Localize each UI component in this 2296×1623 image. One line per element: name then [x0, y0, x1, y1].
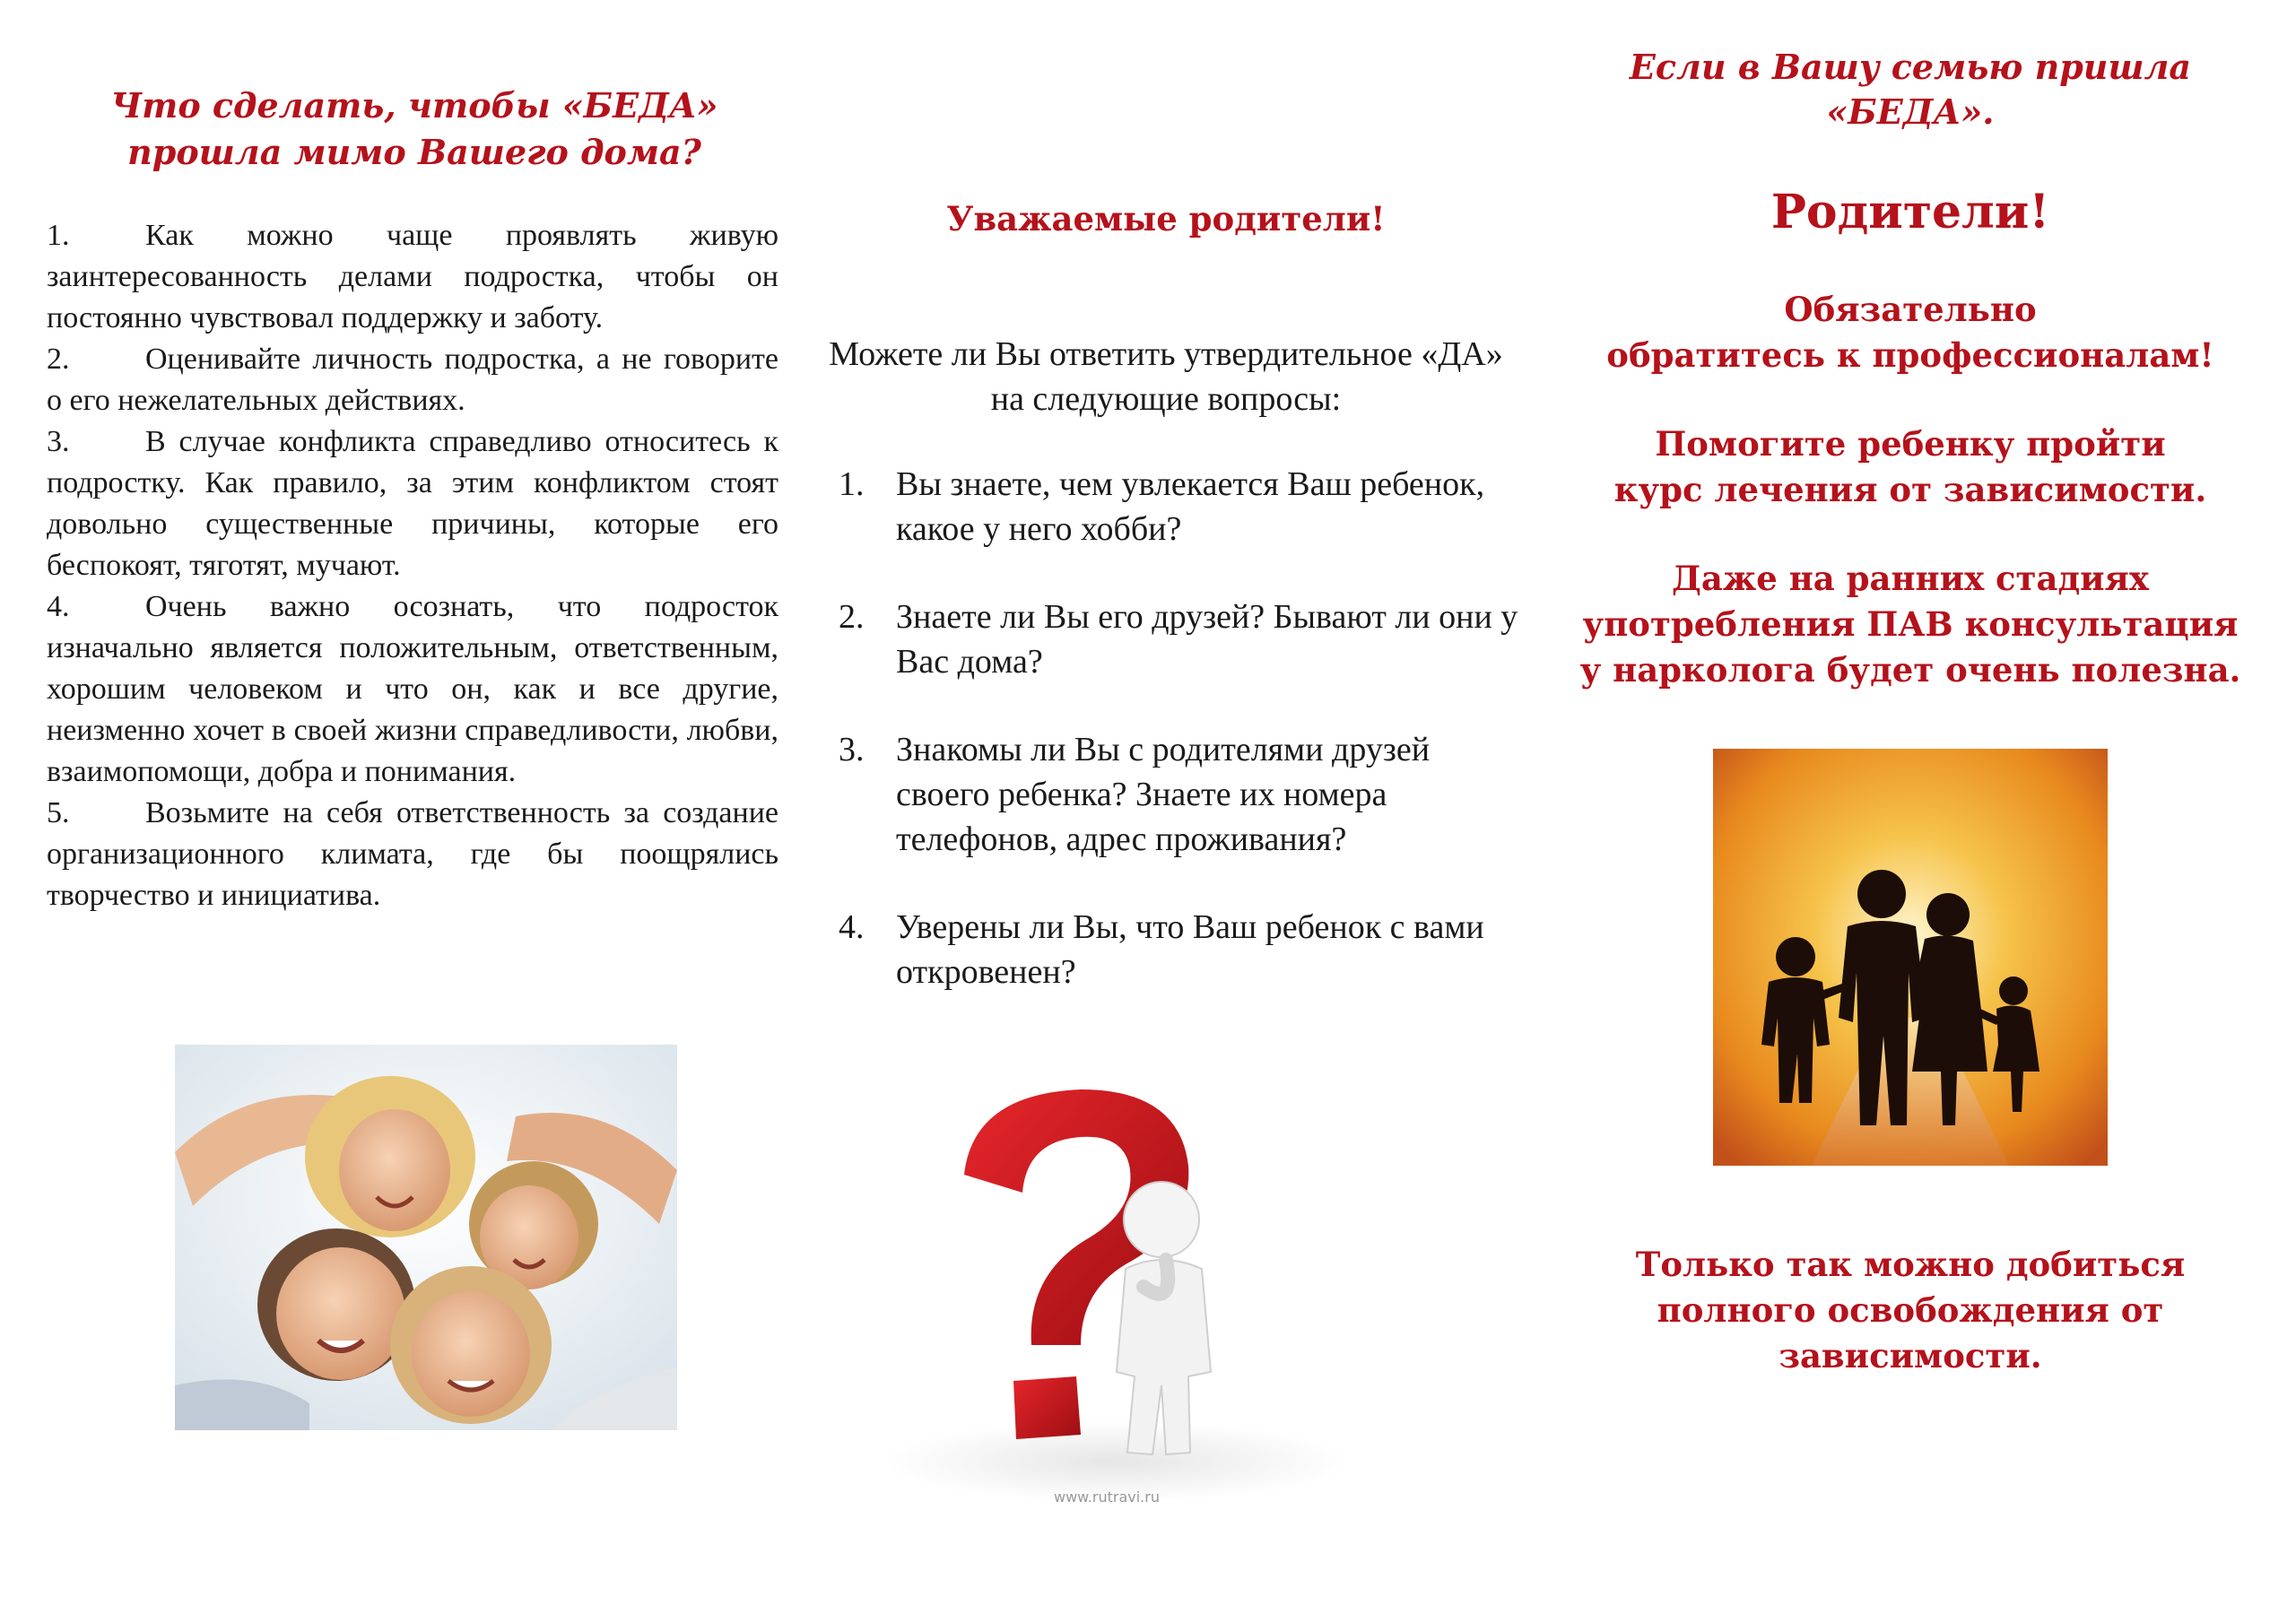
appeal-block-narcologist — [1543, 556, 2278, 693]
advice-item — [47, 215, 778, 339]
advice-number: 3. — [47, 425, 70, 458]
appeal-line: Обязательно — [1784, 290, 2037, 329]
middle-intro: Можете ли Вы ответить утвердительное «ДА» на следующие вопросы: — [829, 335, 1503, 418]
middle-title: Уважаемые родители! — [946, 199, 1386, 239]
advice-list — [47, 215, 778, 916]
family-photo — [175, 1045, 677, 1430]
question-item — [839, 462, 1520, 551]
family-silhouette-illustration — [1713, 749, 2108, 1166]
right-heading — [1543, 45, 2278, 135]
family-silhouette-image — [1713, 749, 2108, 1166]
closing-statement — [1543, 1242, 2278, 1379]
question-text: Знаете ли Вы его друзей? Бывают ли они у Вас дома? — [896, 598, 1518, 681]
left-column-title — [47, 82, 782, 176]
appeal-block-professionals — [1543, 287, 2278, 378]
question-mark-icon — [857, 1076, 1368, 1520]
question-item — [839, 595, 1520, 684]
right-heading-line-2: «БЕДА». — [1826, 91, 1995, 132]
question-text: Вы знаете, чем увлекается Ваш ребенок, какое у него хобби? — [896, 465, 1485, 548]
right-heading-line-1: Если в Вашу семью пришла — [1629, 47, 2192, 87]
closing-line: полного освобождения от — [1657, 1290, 2164, 1330]
advice-item — [47, 421, 778, 586]
appeal-line: Даже на ранних стадиях — [1672, 559, 2149, 598]
advice-item — [47, 339, 778, 421]
advice-number: 2. — [47, 343, 70, 376]
appeal-line: у нарколога будет очень полезна. — [1579, 650, 2241, 690]
left-title-line-1: Что сделать, чтобы «БЕДА» — [110, 85, 718, 126]
closing-line: зависимости. — [1779, 1336, 2042, 1376]
advice-number: 5. — [47, 796, 70, 829]
question-number: 1. — [839, 465, 865, 503]
appeal-line: употребления ПАВ консультация — [1582, 604, 2239, 644]
question-text: Уверены ли Вы, что Ваш ребенок с вами откровенен? — [896, 908, 1484, 991]
appeal-block-treatment — [1543, 421, 2278, 513]
question-item — [839, 905, 1520, 994]
advice-text: Оценивайте личность подростка, а не говорите о его нежелательных действиях. — [47, 343, 778, 417]
left-title-line-2: прошла мимо Вашего дома? — [127, 132, 701, 172]
appeal-line: курс лечения от зависимости. — [1613, 470, 2207, 509]
parents-heading: Родители! — [1770, 185, 2050, 239]
family-faces-illustration — [175, 1045, 677, 1430]
closing-line: Только так можно добиться — [1635, 1245, 2186, 1284]
advice-number: 1. — [47, 219, 70, 252]
question-number: 2. — [839, 598, 865, 636]
question-number: 3. — [839, 731, 865, 768]
question-list — [839, 462, 1520, 1037]
appeal-line: обратитесь к профессионалам! — [1606, 335, 2214, 375]
appeal-line: Помогите ребенку пройти — [1655, 424, 2166, 464]
question-mark-figure — [857, 1076, 1368, 1520]
watermark-text: www.rutravi.ru — [1054, 1488, 1160, 1506]
advice-text: В случае конфликта справедливо относитесь к подростку. Как правило, за этим конфликтом стоят довольно существенные причины, которые его беспокоят, тяготят, мучают. — [47, 425, 778, 582]
advice-number: 4. — [47, 590, 70, 623]
question-item — [839, 727, 1520, 862]
advice-text: Возьмите на себя ответственность за создание организационного климата, где бы поощрялись творчество и инициатива. — [47, 796, 778, 912]
question-number: 4. — [839, 908, 865, 946]
advice-item — [47, 586, 778, 793]
advice-item — [47, 793, 778, 916]
advice-text: Как можно чаще проявлять живую заинтересованность делами подростка, чтобы он постоянно чувствовал поддержку и заботу. — [47, 219, 778, 334]
question-text: Знакомы ли Вы с родителями друзей своего ребенка? Знаете их номера телефонов, адрес проживания? — [896, 731, 1431, 858]
advice-text: Очень важно осознать, что подросток изначально является положительным, ответственным, хорошим человеком и что он, как и все другие, неизменно хочет в своей жизни справедливости, любви, взаимопомощи, добра и понимания. — [47, 590, 778, 788]
